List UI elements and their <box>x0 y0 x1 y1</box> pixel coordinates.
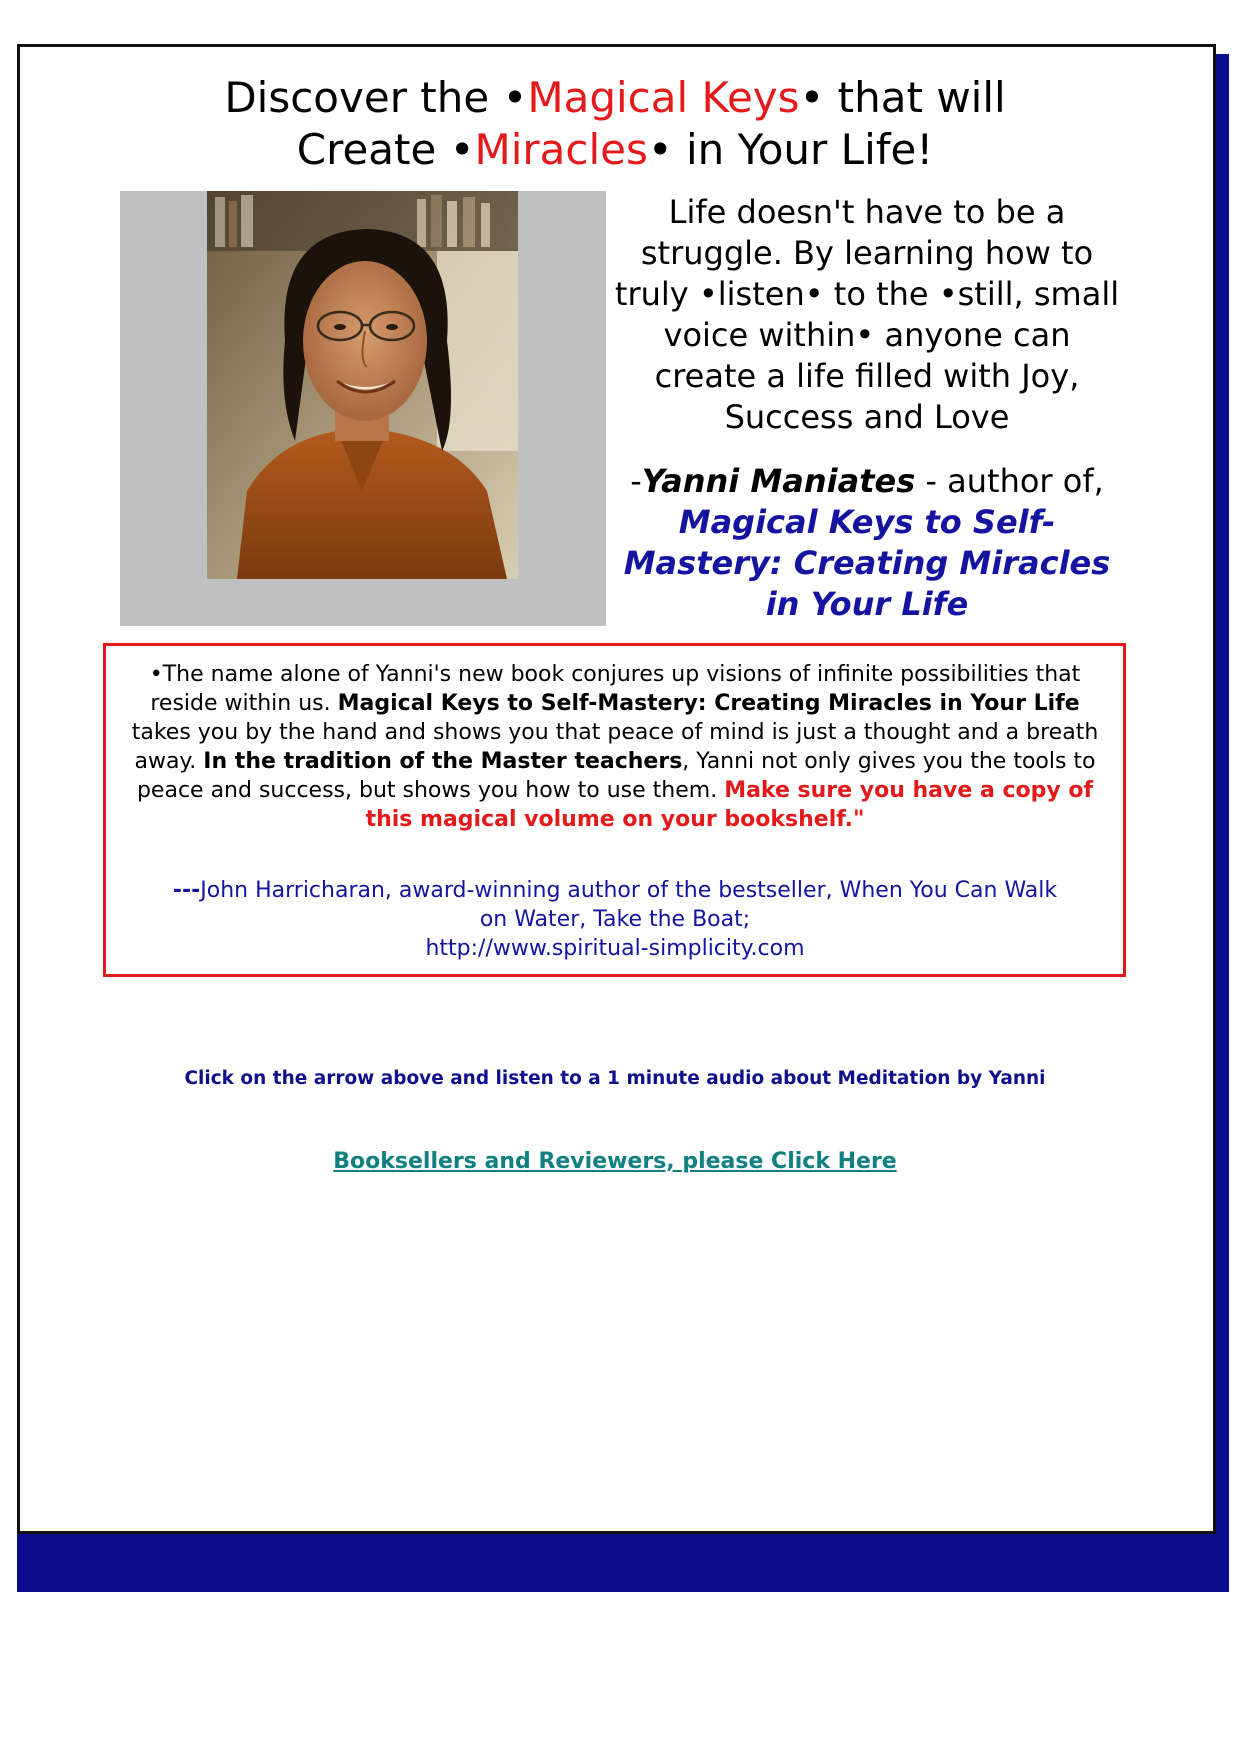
headline-line1-pre: Discover the • <box>224 73 528 122</box>
testimonial-emphasis: In the tradition of the Master teachers <box>203 749 683 774</box>
headline-line1-post: • that will <box>799 73 1006 122</box>
book-title-line: in Your Life <box>765 585 969 623</box>
intro-line: truly •listen• to the •still, small <box>614 275 1120 313</box>
intro-line: Life doesn't have to be a <box>668 193 1066 231</box>
booksellers-row <box>100 1149 1130 1174</box>
book-title <box>612 502 1122 625</box>
testimonial-book-title: Magical Keys to Self-Mastery: Creating Miracles in Your Life <box>337 691 1080 716</box>
author-name: Yanni Maniates <box>641 462 916 500</box>
book-title-line: Magical Keys to Self- <box>678 503 1056 541</box>
headline-line2-post: • in Your Life! <box>647 125 934 174</box>
testimonial-call-to-action: Make sure you have a copy of this magical volume on your bookshelf." <box>365 778 1094 832</box>
intro-line: struggle. By learning how to <box>640 234 1094 272</box>
author-line <box>612 461 1122 502</box>
testimonial-part: •The name alone of Yanni's new book conjures up visions of infinite possibilities that reside within us. <box>149 662 1081 716</box>
frame-shadow-bottom <box>17 1530 1229 1592</box>
attribution-line: John Harricharan, award-winning author of the bestseller, When You Can Walk <box>200 878 1058 903</box>
author-dash: - <box>630 462 642 500</box>
intro-line: Success and Love <box>724 398 1010 436</box>
author-portrait-icon <box>207 191 518 579</box>
headline-magical-keys: Magical Keys <box>527 73 800 122</box>
testimonial-part: takes you by the hand and shows you that peace of mind is just a thought and a breath away. <box>131 720 1099 774</box>
book-title-line: Mastery: Creating Miracles <box>623 544 1111 582</box>
headline-miracles: Miracles <box>474 125 648 174</box>
intro-line: create a life filled with Joy, <box>654 357 1080 395</box>
testimonial-box <box>103 643 1126 977</box>
testimonial-text <box>120 660 1110 834</box>
attribution-dashes: --- <box>172 878 201 903</box>
testimonial-attribution <box>120 876 1110 963</box>
intro-line: voice within• anyone can <box>663 316 1071 354</box>
booksellers-link[interactable]: Booksellers and Reviewers, please Click Here <box>333 1149 897 1174</box>
page-headline <box>150 72 1080 176</box>
attribution-url: http://www.spiritual-simplicity.com <box>425 936 805 961</box>
author-suffix: - author of, <box>915 462 1104 500</box>
audio-instruction: Click on the arrow above and listen to a 1 minute audio about Meditation by Yanni <box>184 1068 1046 1089</box>
headline-line2-pre: Create • <box>296 125 475 174</box>
testimonial-part: , Yanni not only gives you the tools to peace and success, but shows you how to use them. <box>136 749 1096 803</box>
intro-statement <box>612 192 1122 438</box>
attribution-line: on Water, Take the Boat; <box>479 907 751 932</box>
